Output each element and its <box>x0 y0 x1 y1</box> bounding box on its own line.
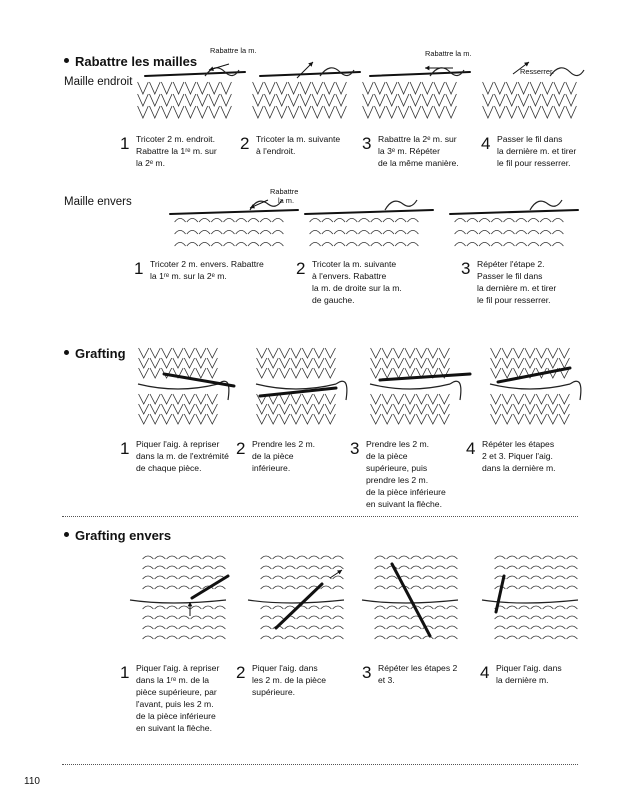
yarn-icon <box>250 200 282 210</box>
step-text-line: de la pièce <box>252 451 294 461</box>
step-text-line: le fil pour resserrer. <box>497 158 571 168</box>
step-number: 2 <box>236 439 246 458</box>
step-text-line: supérieure, puis <box>366 463 428 473</box>
step-text-line: Prendre les 2 m. <box>366 439 430 449</box>
yarn-icon <box>530 200 562 210</box>
step-text-line: la 2ᵉ m. <box>136 158 165 168</box>
needle-icon <box>392 564 430 636</box>
step-text-line: prendre les 2 m. <box>366 475 429 485</box>
arrow-head-icon <box>337 570 342 574</box>
step-text-line: de la pièce inférieure <box>366 487 446 497</box>
step-text-line: l'avant, puis les 2 m. <box>136 699 214 709</box>
step-text <box>497 133 576 169</box>
knit-swatch <box>363 82 457 118</box>
step-text <box>252 438 315 474</box>
yarn-icon <box>130 600 226 603</box>
step-text <box>477 258 556 306</box>
knit-swatch <box>261 606 344 639</box>
knit-swatch <box>491 348 570 378</box>
illustration <box>130 550 590 650</box>
annotation-rabattre-2: Rabattre la m. <box>425 49 472 58</box>
step-text <box>150 258 264 282</box>
dotted-divider <box>62 516 578 517</box>
step-number: 4 <box>466 439 476 458</box>
section-title-text: Grafting <box>75 346 126 361</box>
step-text <box>256 133 340 157</box>
step-number: 3 <box>362 134 372 153</box>
step-text-line: Tricoter la m. suivante <box>256 134 341 144</box>
yarn-icon <box>138 384 218 389</box>
knit-swatch <box>371 348 450 378</box>
knit-swatch <box>257 348 336 378</box>
step-text <box>136 662 219 734</box>
step-text-line: Répéter les étapes <box>482 439 555 449</box>
step-text-line: Piquer l'aig. à repriser <box>136 663 220 673</box>
step-text-line: inférieure. <box>252 463 291 473</box>
knit-swatch <box>495 556 578 589</box>
step-text-line: Tricoter la m. suivante <box>312 259 397 269</box>
step-number: 3 <box>350 439 360 458</box>
step-text <box>378 133 459 169</box>
step-text <box>136 438 229 474</box>
yarn-icon <box>482 600 578 603</box>
yarn-icon <box>490 384 570 389</box>
yarn-icon <box>370 384 450 389</box>
annotation-rabattre-1: Rabattre la m. <box>210 46 257 55</box>
section-title-grafting <box>64 346 126 361</box>
arrow-head-icon <box>425 66 429 71</box>
step-text-line: la dernière m. et tirer <box>497 146 577 156</box>
illustration <box>135 56 595 122</box>
step-text-line: dans la 1ʳᵉ m. de la <box>136 675 210 685</box>
step-text-line: Piquer l'aig. à repriser <box>136 439 220 449</box>
needle-icon <box>170 210 298 214</box>
yarn-icon <box>450 381 461 400</box>
subsection-label-endroit: Maille endroit <box>64 76 133 88</box>
knit-swatch <box>261 556 344 589</box>
step-text-line: Rabattre la 2ᵉ m. sur <box>378 134 457 144</box>
step-text-line: Passer le fil dans <box>477 271 543 281</box>
step-text-line: Répéter l'étape 2. <box>477 259 545 269</box>
step-text-line: de la pièce inférieure <box>136 711 216 721</box>
step-text-line: Tricoter 2 m. endroit. <box>136 134 215 144</box>
step-text-line: de gauche. <box>312 295 355 305</box>
step-text <box>136 133 217 169</box>
step-text-line: et 3. <box>378 675 395 685</box>
needle-icon <box>450 210 578 214</box>
illustration <box>170 196 590 256</box>
arrow-head-icon <box>524 62 529 67</box>
illustrations-grafting <box>130 344 590 430</box>
needle-icon <box>164 374 234 386</box>
step-text <box>378 662 457 686</box>
step-number: 3 <box>461 259 471 278</box>
illustrations-envers <box>170 196 590 256</box>
step-text <box>312 258 402 306</box>
step-text-line: Piquer l'aig. dans <box>496 663 562 673</box>
illustrations-grafting-envers <box>130 550 590 650</box>
step-text <box>252 662 326 698</box>
step-text <box>496 662 562 686</box>
step-number: 4 <box>480 663 490 682</box>
step-text-line: la 3ᵉ m. Répéter <box>378 146 440 156</box>
step-text-line: Piquer l'aig. dans <box>252 663 318 673</box>
step-text-line: de la même manière. <box>378 158 459 168</box>
knit-swatch <box>495 606 578 639</box>
bullet-icon <box>64 532 69 537</box>
step-text-line: la dernière m. <box>496 675 549 685</box>
step-text-line: Tricoter 2 m. envers. Rabattre <box>150 259 264 269</box>
step-number: 1 <box>120 134 130 153</box>
step-number: 1 <box>134 259 144 278</box>
yarn-icon <box>248 600 344 603</box>
step-number: 1 <box>120 663 130 682</box>
yarn-icon <box>336 381 347 400</box>
knit-swatch <box>139 348 218 378</box>
step-text-line: la m. de droite sur la m. <box>312 283 402 293</box>
section-title-grafting-envers <box>64 528 171 543</box>
annotation-resserrer: Resserrer. <box>520 67 555 76</box>
yarn-icon <box>570 381 581 400</box>
step-text-line: Passer le fil dans <box>497 134 563 144</box>
knit-swatch <box>257 394 336 424</box>
annotation-rabattre-envers-2: la m. <box>278 196 295 205</box>
step-text-line: en suivant la flèche. <box>366 499 442 509</box>
step-text-line: à l'endroit. <box>256 146 296 156</box>
step-text-line: les 2 m. de la pièce <box>252 675 327 685</box>
section-title-text: Grafting envers <box>75 528 172 543</box>
knit-swatch <box>138 82 232 118</box>
bullet-icon <box>64 58 69 63</box>
subsection-label-envers: Maille envers <box>64 196 132 208</box>
yarn-icon <box>550 68 584 76</box>
section-title-text: Rabattre les mailles <box>75 54 198 69</box>
step-number: 2 <box>240 134 250 153</box>
step-text-line: le fil pour resserrer. <box>477 295 551 305</box>
illustrations-endroit <box>135 56 595 122</box>
knit-swatch <box>139 394 218 424</box>
step-text-line: Prendre les 2 m. <box>252 439 316 449</box>
annotation-rabattre-envers-1: Rabattre <box>270 187 299 196</box>
dotted-divider <box>62 764 578 765</box>
step-text-line: à l'envers. Rabattre <box>312 271 387 281</box>
step-text-line: Rabattre la 1ʳᵉ m. sur <box>136 146 217 156</box>
page-number: 110 <box>24 776 40 787</box>
step-text-line: de chaque pièce. <box>136 463 202 473</box>
bullet-icon <box>64 350 69 355</box>
knit-swatch <box>483 82 577 118</box>
knit-swatch <box>175 218 284 246</box>
step-text-line: en suivant la flèche. <box>136 723 212 733</box>
knit-swatch <box>310 218 419 246</box>
step-text-line: supérieure. <box>252 687 295 697</box>
step-text <box>366 438 446 510</box>
step-text-line: dans la m. de l'extrémité <box>136 451 229 461</box>
step-number: 4 <box>481 134 491 153</box>
step-number: 3 <box>362 663 372 682</box>
step-number: 2 <box>296 259 306 278</box>
step-text-line: Répéter les étapes 2 <box>378 663 458 673</box>
step-text-line: dans la dernière m. <box>482 463 556 473</box>
step-text-line: 2 et 3. Piquer l'aig. <box>482 451 553 461</box>
step-number: 2 <box>236 663 246 682</box>
needle-icon <box>380 374 470 380</box>
step-text <box>482 438 556 474</box>
knit-swatch <box>455 218 564 246</box>
knit-swatch <box>491 394 570 424</box>
step-number: 1 <box>120 439 130 458</box>
knit-swatch <box>143 606 226 639</box>
step-text-line: la 1ʳᵉ m. sur la 2ᵉ m. <box>150 271 227 281</box>
step-text-line: la dernière m. et tirer <box>477 283 557 293</box>
step-text-line: de la pièce <box>366 451 408 461</box>
illustration <box>130 344 590 430</box>
knit-swatch <box>253 82 347 118</box>
knit-swatch <box>375 556 458 589</box>
step-text-line: pièce supérieure, par <box>136 687 217 697</box>
knit-swatch <box>371 394 450 424</box>
yarn-icon <box>385 200 417 210</box>
needle-icon <box>305 210 433 214</box>
